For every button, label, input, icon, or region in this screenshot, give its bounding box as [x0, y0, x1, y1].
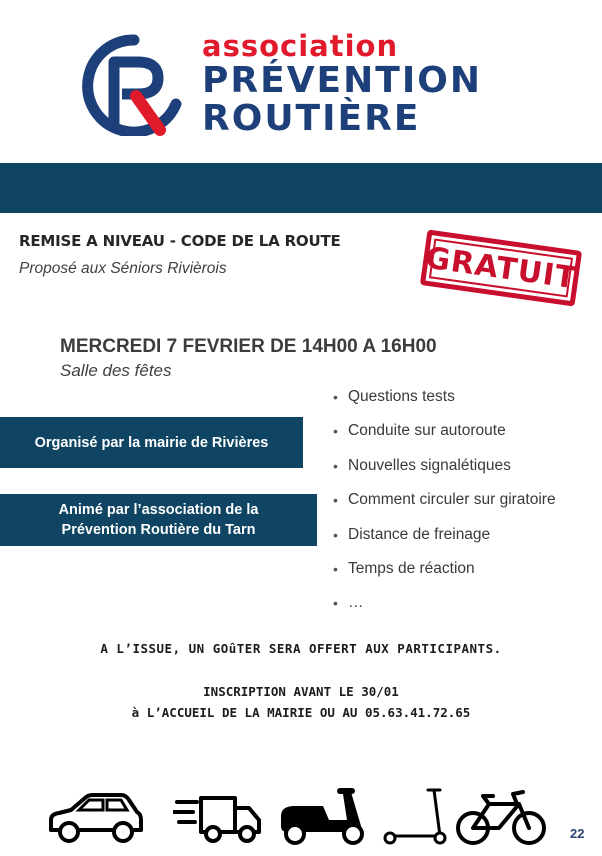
list-item: • Temps de réaction: [333, 558, 556, 592]
snack-note: A L’ISSUE, UN GOûTER SERA OFFERT AUX PARTICIPANTS.: [100, 641, 502, 656]
list-item: • Questions tests: [333, 386, 556, 420]
free-stamp: [420, 229, 582, 306]
list-item: • Distance de freinage: [333, 524, 556, 558]
registration-contact: à L’ACCUEIL DE LA MAIRIE OU AU 05.63.41.72.65: [131, 705, 471, 720]
registration-deadline: INSCRIPTION AVANT LE 30/01: [203, 684, 399, 699]
animator-box: [0, 494, 317, 546]
header-band: [0, 163, 602, 213]
logo-r-mark-icon: [78, 32, 190, 136]
animator-text-line2: Prévention Routière du Tarn: [61, 522, 256, 538]
logo-line-association: association: [202, 29, 399, 63]
list-item: • …: [333, 592, 556, 626]
event-date: MERCREDI 7 FEVRIER DE 14H00 A 16H00: [60, 336, 437, 357]
logo-text: [202, 30, 482, 138]
logo-line-routiere: ROUTIÈRE: [202, 98, 421, 139]
delivery-truck-icon: [173, 786, 263, 848]
animator-text-line1: Animé par l’association de la: [58, 502, 259, 518]
event-venue: Salle des fêtes: [60, 361, 172, 380]
list-item: • Nouvelles signalétiques: [333, 455, 556, 489]
stamp-text: GRATUIT: [423, 240, 579, 296]
event-title: REMISE A NIVEAU - CODE DE LA ROUTE: [19, 232, 341, 250]
list-item: • Comment circuler sur giratoire: [333, 489, 556, 523]
kick-scooter-icon: [380, 786, 450, 848]
car-icon: [45, 786, 145, 848]
organizer-text: Organisé par la mairie de Rivières: [34, 434, 269, 451]
vehicle-icons: [45, 786, 550, 848]
bicycle-icon: [455, 786, 547, 848]
page-number: 22: [570, 826, 585, 841]
list-item: • Conduite sur autoroute: [333, 420, 556, 454]
stamp-inner-border: [429, 238, 573, 297]
scooter-icon: [277, 786, 369, 848]
topics-list: [333, 386, 556, 627]
association-logo: [78, 30, 498, 140]
event-subtitle: Proposé aux Séniors Rivièrois: [19, 260, 227, 277]
organizer-box: [0, 417, 303, 468]
logo-line-prevention: PRÉVENTION: [202, 60, 482, 101]
